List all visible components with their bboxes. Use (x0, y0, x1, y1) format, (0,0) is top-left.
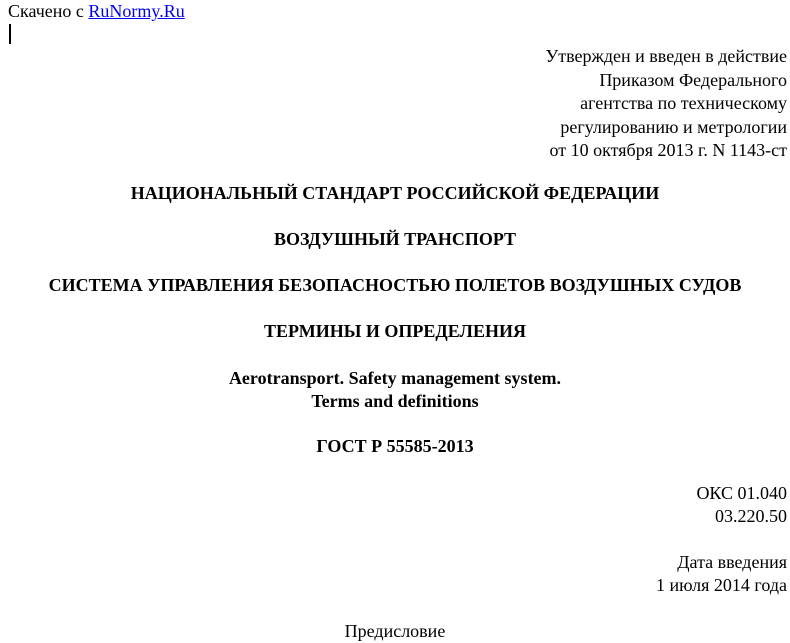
approval-line: от 10 октября 2013 г. N 1143-ст (549, 140, 787, 160)
runormy-link[interactable]: RuNormy.Ru (88, 1, 185, 21)
intro-date-label: Дата введения (677, 552, 787, 572)
text-cursor (9, 24, 11, 44)
approval-line: Приказом Федерального (599, 69, 787, 90)
national-standard-title: НАЦИОНАЛЬНЫЙ СТАНДАРТ РОССИЙСКОЙ ФЕДЕРАЦИИ (130, 183, 660, 203)
approval-block (545, 45, 787, 163)
preface-heading: Предисловие (344, 621, 446, 641)
gost-number: ГОСТ Р 55585-2013 (316, 436, 474, 456)
oks-code-1: ОКС 01.040 (696, 483, 787, 503)
source-line (8, 0, 185, 23)
english-title-line1: Aerotransport. Safety management system. (228, 368, 562, 388)
english-title-line2: Terms and definitions (311, 391, 479, 411)
source-prefix: Скачено с (8, 1, 89, 21)
oks-code-2: 03.220.50 (715, 506, 787, 526)
approval-line: регулированию и метрологии (560, 116, 787, 137)
terms-title: ТЕРМИНЫ И ОПРЕДЕЛЕНИЯ (264, 321, 526, 341)
air-transport-title: ВОЗДУШНЫЙ ТРАНСПОРТ (273, 229, 517, 249)
approval-line: Утвержден и введен в действие (545, 46, 787, 66)
system-title: СИСТЕМА УПРАВЛЕНИЯ БЕЗОПАСНОСТЬЮ ПОЛЕТОВ ВОЗДУШНЫХ СУДОВ (48, 275, 742, 295)
intro-date-value: 1 июля 2014 года (656, 575, 787, 595)
approval-line: агентства по техническому (580, 93, 787, 113)
